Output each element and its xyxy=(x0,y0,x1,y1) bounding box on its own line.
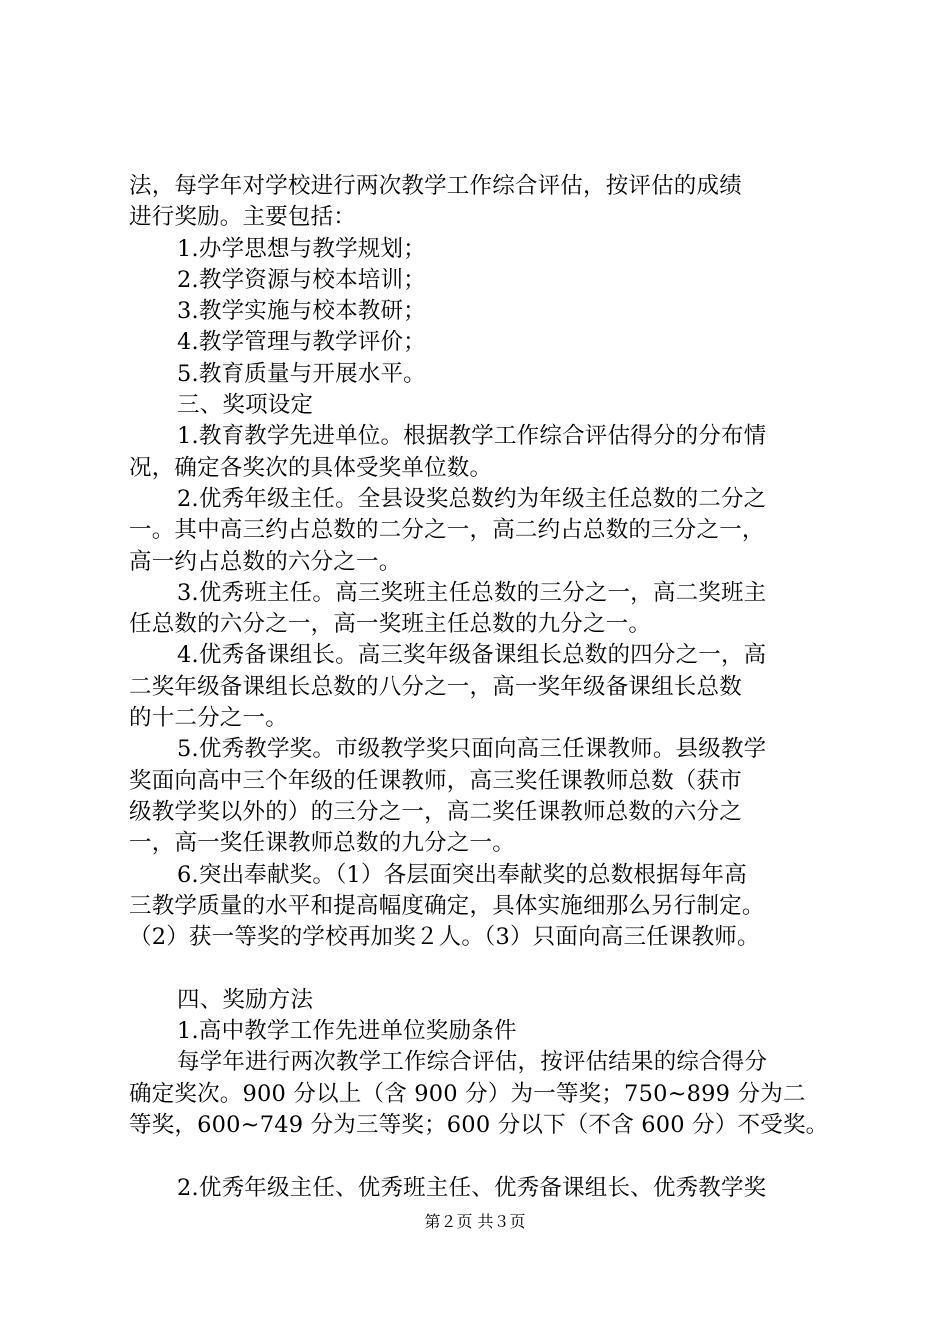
document-body xyxy=(129,171,839,1204)
text-line: 4.教学管理与教学评价； xyxy=(177,329,426,356)
text-line: 任总数的六分之一，高一奖班主任总数的九分之一。 xyxy=(129,611,652,638)
page-footer: 第２页 共３页 xyxy=(424,1212,526,1231)
text-line: 5.优秀教学奖。市级教学奖只面向高三任课教师。县级教学 xyxy=(177,736,767,763)
text-line: 的十二分之一。 xyxy=(129,705,288,732)
text-line: 2.优秀年级主任、优秀班主任、优秀备课组长、优秀教学奖 xyxy=(177,1174,767,1201)
text-line: 一。其中高三约占总数的二分之一，高二约占总数的三分之一， xyxy=(129,517,765,544)
text-line: 进行奖励。主要包括： xyxy=(129,204,357,231)
text-line: 2.优秀年级主任。全县设奖总数约为年级主任总数的二分之 xyxy=(177,485,767,512)
text-line: 确定奖次。900 分以上（含 900 分）为一等奖；750~899 分为二 xyxy=(129,1080,806,1107)
text-line: 4.优秀备课组长。高三奖年级备课组长总数的四分之一，高 xyxy=(177,642,767,669)
text-line: 一，高一奖任课教师总数的九分之一。 xyxy=(129,830,515,857)
blank-line xyxy=(129,953,839,984)
text-line: 1.办学思想与教学规划； xyxy=(177,235,426,262)
text-line: 1.高中教学工作先进单位奖励条件 xyxy=(177,1018,517,1045)
text-line: 况，确定各奖次的具体受奖单位数。 xyxy=(129,454,493,481)
text-line: 3.教学实施与校本教研； xyxy=(177,298,426,325)
text-line: 3.优秀班主任。高三奖班主任总数的三分之一，高二奖班主 xyxy=(177,579,767,606)
text-line: 法，每学年对学校进行两次教学工作综合评估，按评估的成绩 xyxy=(129,173,742,199)
text-line: 高一约占总数的六分之一。 xyxy=(129,548,402,575)
text-line: 2.教学资源与校本培训； xyxy=(177,266,426,293)
text-line: 二奖年级备课组长总数的八分之一，高一奖年级备课组长总数 xyxy=(129,673,742,700)
text-line: 5.教育质量与开展水平。 xyxy=(177,360,426,387)
text-line: 1.教育教学先进单位。根据教学工作综合评估得分的分布情 xyxy=(177,423,767,450)
text-line: 三教学质量的水平和提高幅度确定，具体实施细那么另行制定。 xyxy=(129,892,765,919)
blank-line xyxy=(129,1141,839,1172)
text-line: 6.突出奉献奖。（1）各层面突出奉献奖的总数根据每年高 xyxy=(177,861,747,888)
text-line: 四、奖励方法 xyxy=(177,986,314,1013)
text-line: 三、奖项设定 xyxy=(177,392,314,419)
text-line: 每学年进行两次教学工作综合评估，按评估结果的综合得分 xyxy=(177,1049,768,1076)
text-line: （2）获一等奖的学校再加奖２人。（3）只面向高三任课教师。 xyxy=(129,924,760,951)
text-line: 奖面向高中三个年级的任课教师，高三奖任课教师总数（获市 xyxy=(129,767,742,794)
text-line: 级教学奖以外的）的三分之一，高二奖任课教师总数的六分之 xyxy=(129,798,742,825)
text-line: 等奖，600~749 分为三等奖；600 分以下（不含 600 分）不受奖。 xyxy=(129,1111,829,1138)
